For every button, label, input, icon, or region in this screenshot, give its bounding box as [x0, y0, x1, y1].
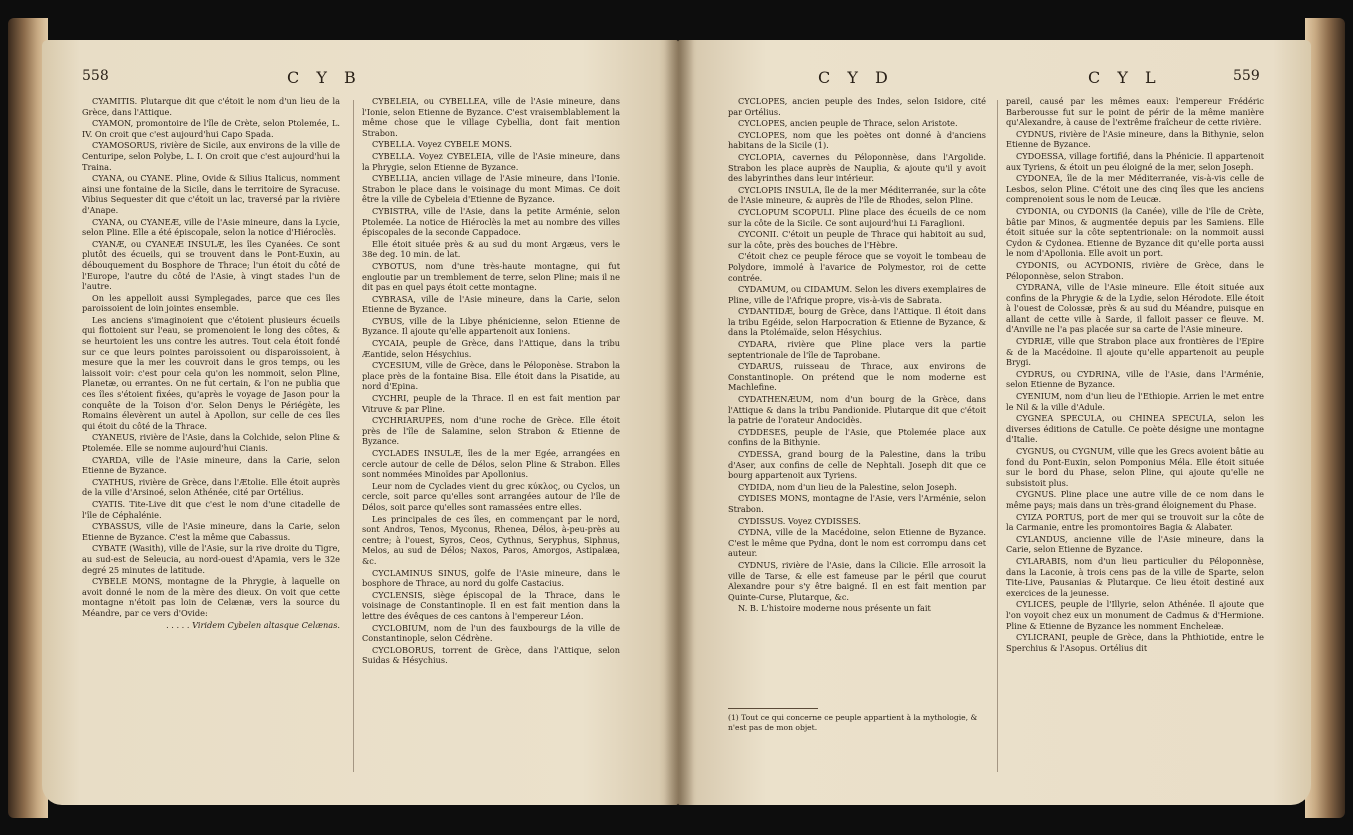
entry: CYDAMUM, ou CIDAMUM. Selon les divers exemplaires de Pline, ville de l'Afrique propre, vis-à-vis de Sabrata.	[728, 284, 986, 305]
entry: CYLANDUS, ancienne ville de l'Asie mineure, dans la Carie, selon Etienne de Byzance.	[1006, 533, 1264, 555]
entry: CYAMITIS. Plutarque dit que c'étoit le nom d'un lieu de la Grèce, dans l'Attique.	[82, 96, 340, 117]
verse-quote: . . . . . Viridem Cybelen altasque Celænas.	[166, 619, 340, 630]
entry: CYCLOPIS INSULA, île de la mer Méditerranée, sur la côte de l'Asie mineure, & auprès de l'île de Rhodes, selon Pline.	[728, 184, 986, 206]
entry: CYDONIS, ou ACYDONIS, rivière de Grèce, dans le Péloponnèse, selon Strabon.	[1006, 259, 1264, 281]
entry: CYDOESSA, village fortifié, dans la Phénicie. Il appartenoit aux Tyriens, & étoit un peu éloigné de la mer, selon Joseph.	[1006, 150, 1264, 172]
entry: CYDESSA, grand bourg de la Palestine, dans la tribu d'Aser, aux confins de celle de Nephtali. Joseph dit que ce bourg appartenoit aux Tyriens.	[728, 449, 986, 481]
entry: CYCLOPES, ancien peuple de Thrace, selon Aristote.	[738, 118, 958, 129]
entry: CYBRASA, ville de l'Asie mineure, dans la Carie, selon Etienne de Byzance.	[362, 293, 620, 315]
entry: CYDONIA, ou CYDONIS (la Canée), ville de l'île de Crète, bâtie par Minos, & augmentée depuis par les Samiens. Elle étoit située sur la côte septentrionale: on la nommoit aussi Cydon & Cydonea. Etienne de Byzance dit qu'elle porta aussi le nom d'Apollonia. Elle avoit un port.	[1006, 205, 1264, 259]
entry: CYDNUS, rivière de l'Asie mineure, dans la Bithynie, selon Etienne de Byzance.	[1006, 128, 1264, 150]
right-running-head	[678, 68, 1311, 90]
entry: CYCHRIARUPES, nom d'une roche de Grèce. Elle étoit près de l'île de Salamine, selon Strabon & Etienne de Byzance.	[362, 415, 620, 447]
entry: CYCLOBIUM, nom de l'un des fauxbourgs de la ville de Constantinople, selon Cédrène.	[362, 622, 620, 644]
entry: CYDARUS, ruisseau de Thrace, aux environs de Constantinople. On prétend que le nom moderne est Machlefine.	[728, 361, 986, 393]
entry: CYDNA, ville de la Macédoine, selon Etienne de Byzance. C'est le même que Pydna, dont le nom est corrompu dans cet auteur.	[728, 527, 986, 559]
entry: C'étoit chez ce peuple féroce que se voyoit le tombeau de Polydore, immolé à l'avarice de Polymestor, roi de cette contrée.	[728, 251, 986, 283]
entry: CYCLOPES, ancien peuple des Indes, selon Isidore, cité par Ortélius.	[728, 96, 986, 117]
entry: CYANÆ, ou CYANEÆ INSULÆ, les îles Cyanées. Ce sont plutôt des écueils, qui se trouvent dans le Pont-Euxin, au débouquement du Bosphore de Thrace; l'un étoit du côté de l'Europe, l'autre du côté de l'Asie, à vingt stades l'un de l'autre.	[82, 238, 340, 292]
entry: CYBELLA. Voyez CYBELEIA, ville de l'Asie mineure, dans la Phrygie, selon Etienne de Byzance.	[362, 150, 620, 172]
entry: pareil, causé par les mêmes eaux: l'empereur Frédéric Barberousse fut sur le point de périr de la même manière qu'Alexandre, à cause de l'extrême fraîcheur de cette rivière.	[1006, 96, 1264, 128]
left-page	[42, 40, 678, 805]
entry: CYCLADES INSULÆ, îles de la mer Egée, arrangées en cercle autour de celle de Délos, selon Pline & Strabon. Elles sont nommées Minoïdes par Apollonius.	[362, 448, 620, 480]
entry: CYANEUS, rivière de l'Asie, dans la Colchide, selon Pline & Ptolemée. Elle se nomme aujourd'hui Cianis.	[82, 432, 340, 453]
column-divider	[997, 100, 998, 772]
entry: CYARDA, ville de l'Asie mineure, dans la Carie, selon Etienne de Byzance.	[82, 454, 340, 476]
entry: CYCLOBORUS, torrent de Grèce, dans l'Attique, selon Suidas & Hésychius.	[362, 644, 620, 666]
entry: Les principales de ces îles, en commençant par le nord, sont Andros, Tenos, Myconus, Rhenea, Délos, à-peu-près au centre; à l'ouest, Syros, Ceos, Cythnus, Seryphus, Siphnus, Melos, au sud de Délos; Naxos, Paros, Amorgos, Astipalæa, &c.	[362, 513, 620, 566]
entry: CYGNUS. Pline place une autre ville de ce nom dans le même pays; mais dans un très-grand éloignement du Phase.	[1006, 489, 1264, 510]
entry: CYCAIA, peuple de Grèce, dans l'Attique, dans la tribu Æantide, selon Hésychius.	[362, 338, 620, 359]
entry: CYCLOPIA, cavernes du Péloponnèse, dans l'Argolide. Strabon les place auprès de Nauplia, & ajoute qu'il y avoit des labyrinthes dans leur intérieur.	[728, 151, 986, 184]
right-column-2	[1006, 96, 1264, 776]
entry: CYANA, ou CYANE. Pline, Ovide & Silius Italicus, nomment ainsi une fontaine de la Sicile, dans le territoire de Syracuse. Vibius Sequester dit que c'étoit un lac, traversé par la rivière d'Anape.	[82, 173, 340, 215]
entry: CYDATHENÆUM, nom d'un bourg de la Grèce, dans l'Attique & dans la tribu Pandionide. Plutarque dit que c'étoit la patrie de l'orateur Andocidès.	[728, 394, 986, 426]
entry: CYDONEA, île de la mer Méditerranée, vis-à-vis celle de Lesbos, selon Pline. C'étoit une des cinq îles que les anciens comprenoient sous le nom de Leucæ.	[1006, 173, 1264, 205]
entry: CYCLOPUM SCOPULI. Pline place des écueils de ce nom sur la côte de la Sicile. Ce sont aujourd'hui Li Faraglioni.	[728, 206, 986, 228]
entry: Les anciens s'imaginoient que c'étoient plusieurs écueils qui flottoient sur l'eau, se promenoient le long des côtes, & se heurtoient les uns contre les autres. Tout cela étoit fondé sur ce que leurs pointes paroissoient ou disparoissoient, à mesure que la mer les couvroit dans le gros temps, ou les laissoit voir: c'est pour cela qu'on les nommoit, selon Pline, Planetæ, ou errantes. On ne fut certain, & l'on ne publia que ces îles s'étoient fixées, qu'après le voyage de Jason pour la conquête de la Toison d'or. Selon Denys le Périégète, les Romains élevèrent un autel à Apollon, sur celle de ces îles qui étoit du côté de la Thrace.	[82, 314, 340, 431]
entry: CYBUS, ville de la Libye phénicienne, selon Etienne de Byzance. Il ajoute qu'elle appartenoit aux Ioniens.	[362, 315, 620, 337]
entry: CYDISSUS. Voyez CYDISSES.	[738, 515, 861, 526]
entry: N. B. L'histoire moderne nous présente un fait	[738, 603, 931, 614]
entry: CYCLOPES, nom que les poètes ont donné à d'anciens habitans de la Sicile (1).	[728, 129, 986, 151]
entry: CYGNUS, ou CYGNUM, ville que les Grecs avoient bâtie au fond du Pont-Euxin, selon Pomponius Méla. Elle étoit située sur le bord du Phase, selon Pline, qui ajoute qu'elle ne subsistoit plus.	[1006, 446, 1264, 488]
entry: CYBELLA. Voyez CYBELE MONS.	[372, 139, 512, 150]
entry: CYDDESES, peuple de l'Asie, que Ptolemée place aux confins de la Bithynie.	[728, 426, 986, 448]
entry: On les appelloit aussi Symplegades, parce que ces îles paroissoient de loin jointes ensemble.	[82, 292, 340, 314]
entry: CYBELE MONS, montagne de la Phrygie, à laquelle on avoit donné le nom de la mère des dieux. On voit que cette montagne n'étoit pas loin de Celænæ, vers la source du Méandre, par ce vers d'Ovide:	[82, 576, 340, 618]
entry: CYAMOSORUS, rivière de Sicile, aux environs de la ville de Centuripe, selon Polybe, L. I. On croit que c'est aujourd'hui la Traina.	[82, 140, 340, 172]
entry: CYBISTRA, ville de l'Asie, dans la petite Arménie, selon Ptolemée. La notice de Hiéroclès la met au nombre des villes épiscopales de la seconde Cappadoce.	[362, 205, 620, 238]
right-header-word-left: C Y D	[818, 68, 894, 87]
entry: CYANA, ou CYANEÆ, ville de l'Asie mineure, dans la Lycie, selon Pline. Elle a été épiscopale, selon la notice d'Hiéroclès.	[82, 216, 340, 238]
entry: CYBELEIA, ou CYBELLEA, ville de l'Asie mineure, dans l'Ionie, selon Etienne de Byzance. C'est vraisemblablement la même chose que le village Cybellia, dont fait mention Strabon.	[362, 96, 620, 138]
entry: CYDISES MONS, montagne de l'Asie, vers l'Arménie, selon Strabon.	[728, 493, 986, 514]
entry: CYAMON, promontoire de l'île de Crète, selon Ptolemée, L. IV. On croit que c'est aujourd'hui Capo Spada.	[82, 118, 340, 139]
left-column-1	[82, 96, 340, 776]
column-divider	[353, 100, 354, 772]
entry: Leur nom de Cyclades vient du grec κύκλος, ou Cyclos, un cercle, soit parce qu'elles sont arrangées autour de l'île de Délos, soit parce qu'elles sont ramassées entre elles.	[362, 480, 620, 512]
entry: CYATHUS, rivière de Grèce, dans l'Ætolie. Elle étoit auprès de la ville d'Arsinoé, selon Athénée, cité par Ortélius.	[82, 476, 340, 498]
entry: CYBATE (Wasith), ville de l'Asie, sur la rive droite du Tigre, au sud-est de Seleucia, au nord-ouest d'Apamia, vers le 32e degré 25 minutes de latitude.	[82, 543, 340, 575]
entry: CYDANTIDÆ, bourg de Grèce, dans l'Attique. Il étoit dans la tribu Egéide, selon Harpocration & Etienne de Byzance, & dans la Ptolémaïde, selon Hésychius.	[728, 306, 986, 338]
right-page-number: 559	[1233, 68, 1260, 84]
entry: CYLARABIS, nom d'un lieu particulier du Péloponnèse, dans la Laconie, à trois cens pas de la ville de Sparte, selon Tite-Live, Pausanias & Plutarque. Ce lieu étoit destiné aux exercices de la jeunesse.	[1006, 555, 1264, 598]
entry: CYLICRANI, peuple de Grèce, dans la Phthiotide, entre le Sperchius & l'Asopus. Ortélius dit	[1006, 632, 1264, 653]
entry: CYDIDA, nom d'un lieu de la Palestine, selon Joseph.	[738, 481, 957, 492]
entry: CYDRIÆ, ville que Strabon place aux frontières de l'Epire & de la Macédoine. Il ajoute qu'elle appartenoit au peuple Brygi.	[1006, 336, 1264, 368]
footnote: (1) Tout ce qui concerne ce peuple appartient à la mythologie, & n'est pas de mon objet.	[728, 713, 978, 732]
right-header-word-right: C Y L	[1088, 68, 1162, 87]
entry: CYATIS. Tite-Live dit que c'est le nom d'une citadelle de l'île de Céphalénie.	[82, 498, 340, 520]
entry: CYGNEA SPECULA, ou CHINEA SPECULA, selon les diverses éditions de Catulle. Ce poète désigne une montagne d'Italie.	[1006, 413, 1264, 445]
left-running-head	[42, 68, 678, 90]
entry: CYCLAMINUS SINUS, golfe de l'Asie mineure, dans le bosphore de Thrace, au nord du golfe Castacius.	[362, 567, 620, 589]
entry: CYIZA PORTUS, port de mer qui se trouvoit sur la côte de la Carmanie, entre les promontoires Bagia & Alabater.	[1006, 511, 1264, 533]
entry: CYBELLIA, ancien village de l'Asie mineure, dans l'Ionie. Strabon le place dans le voisinage du mont Mimas. Ce doit être la ville de Cybeleia d'Etienne de Byzance.	[362, 173, 620, 205]
entry: CYCESIUM, ville de Grèce, dans le Péloponèse. Strabon la place près de la fontaine Bisa. Elle étoit dans la Pisatide, au nord d'Epina.	[362, 360, 620, 392]
right-page	[678, 40, 1311, 805]
left-column-2	[362, 96, 620, 776]
entry: CYBOTUS, nom d'une très-haute montagne, qui fut engloutie par un tremblement de terre, selon Pline; mais il ne dit pas en quel pays étoit cette montagne.	[362, 260, 620, 293]
entry: CYCHRI, peuple de la Thrace. Il en est fait mention par Vitruve & par Pline.	[362, 393, 620, 414]
left-header-word: C Y B	[287, 68, 362, 87]
entry: CYDRUS, ou CYDRINA, ville de l'Asie, dans l'Arménie, selon Etienne de Byzance.	[1006, 368, 1264, 390]
book-gutter	[664, 40, 694, 805]
entry: CYDRANA, ville de l'Asie mineure. Elle étoit située aux confins de la Phrygie & de la Lydie, selon Hérodote. Elle étoit à l'ouest de Colossæ, près & au sud du Méandre, puisque en allant de cette ville à Sarde, il falloit passer ce fleuve. M. d'Anville ne l'a pas placée sur sa carte de l'Asie mineure.	[1006, 282, 1264, 335]
entry: CYENIUM, nom d'un lieu de l'Ethiopie. Arrien le met entre le Nil & la ville d'Adule.	[1006, 391, 1264, 412]
left-page-number: 558	[82, 68, 109, 84]
footnote-rule	[728, 708, 818, 709]
right-column-1	[728, 96, 986, 696]
entry: CYLICES, peuple de l'Illyrie, selon Athénée. Il ajoute que l'on voyoit chez eux un monument de Cadmus & d'Hermione. Pline & Etienne de Byzance les nomment Encheleæ.	[1006, 599, 1264, 631]
entry: CYCLENSIS, siège épiscopal de la Thrace, dans le voisinage de Constantinople. Il en est fait mention dans la lettre des évêques de ces cantons à l'empereur Léon.	[362, 589, 620, 621]
entry: Elle étoit située près & au sud du mont Argæus, vers le 38e deg. 10 min. de lat.	[362, 238, 620, 260]
entry: CYDARA, rivière que Pline place vers la partie septentrionale de l'île de Taprobane.	[728, 339, 986, 360]
entry: CYCONII. C'étoit un peuple de Thrace qui habitoit au sud, sur la côte, près des bouches de l'Hèbre.	[728, 229, 986, 250]
book-cover-right-edge	[1305, 18, 1345, 818]
entry: CYDNUS, rivière de l'Asie, dans la Cilicie. Elle arrosoit la ville de Tarse, & elle est fameuse par le péril que courut Alexandre pour s'y être baigné. Il en est fait mention par Quinte-Curse, Plutarque, &c.	[728, 559, 986, 602]
entry: CYBASSUS, ville de l'Asie mineure, dans la Carie, selon Etienne de Byzance. C'est la même que Cabassus.	[82, 521, 340, 542]
